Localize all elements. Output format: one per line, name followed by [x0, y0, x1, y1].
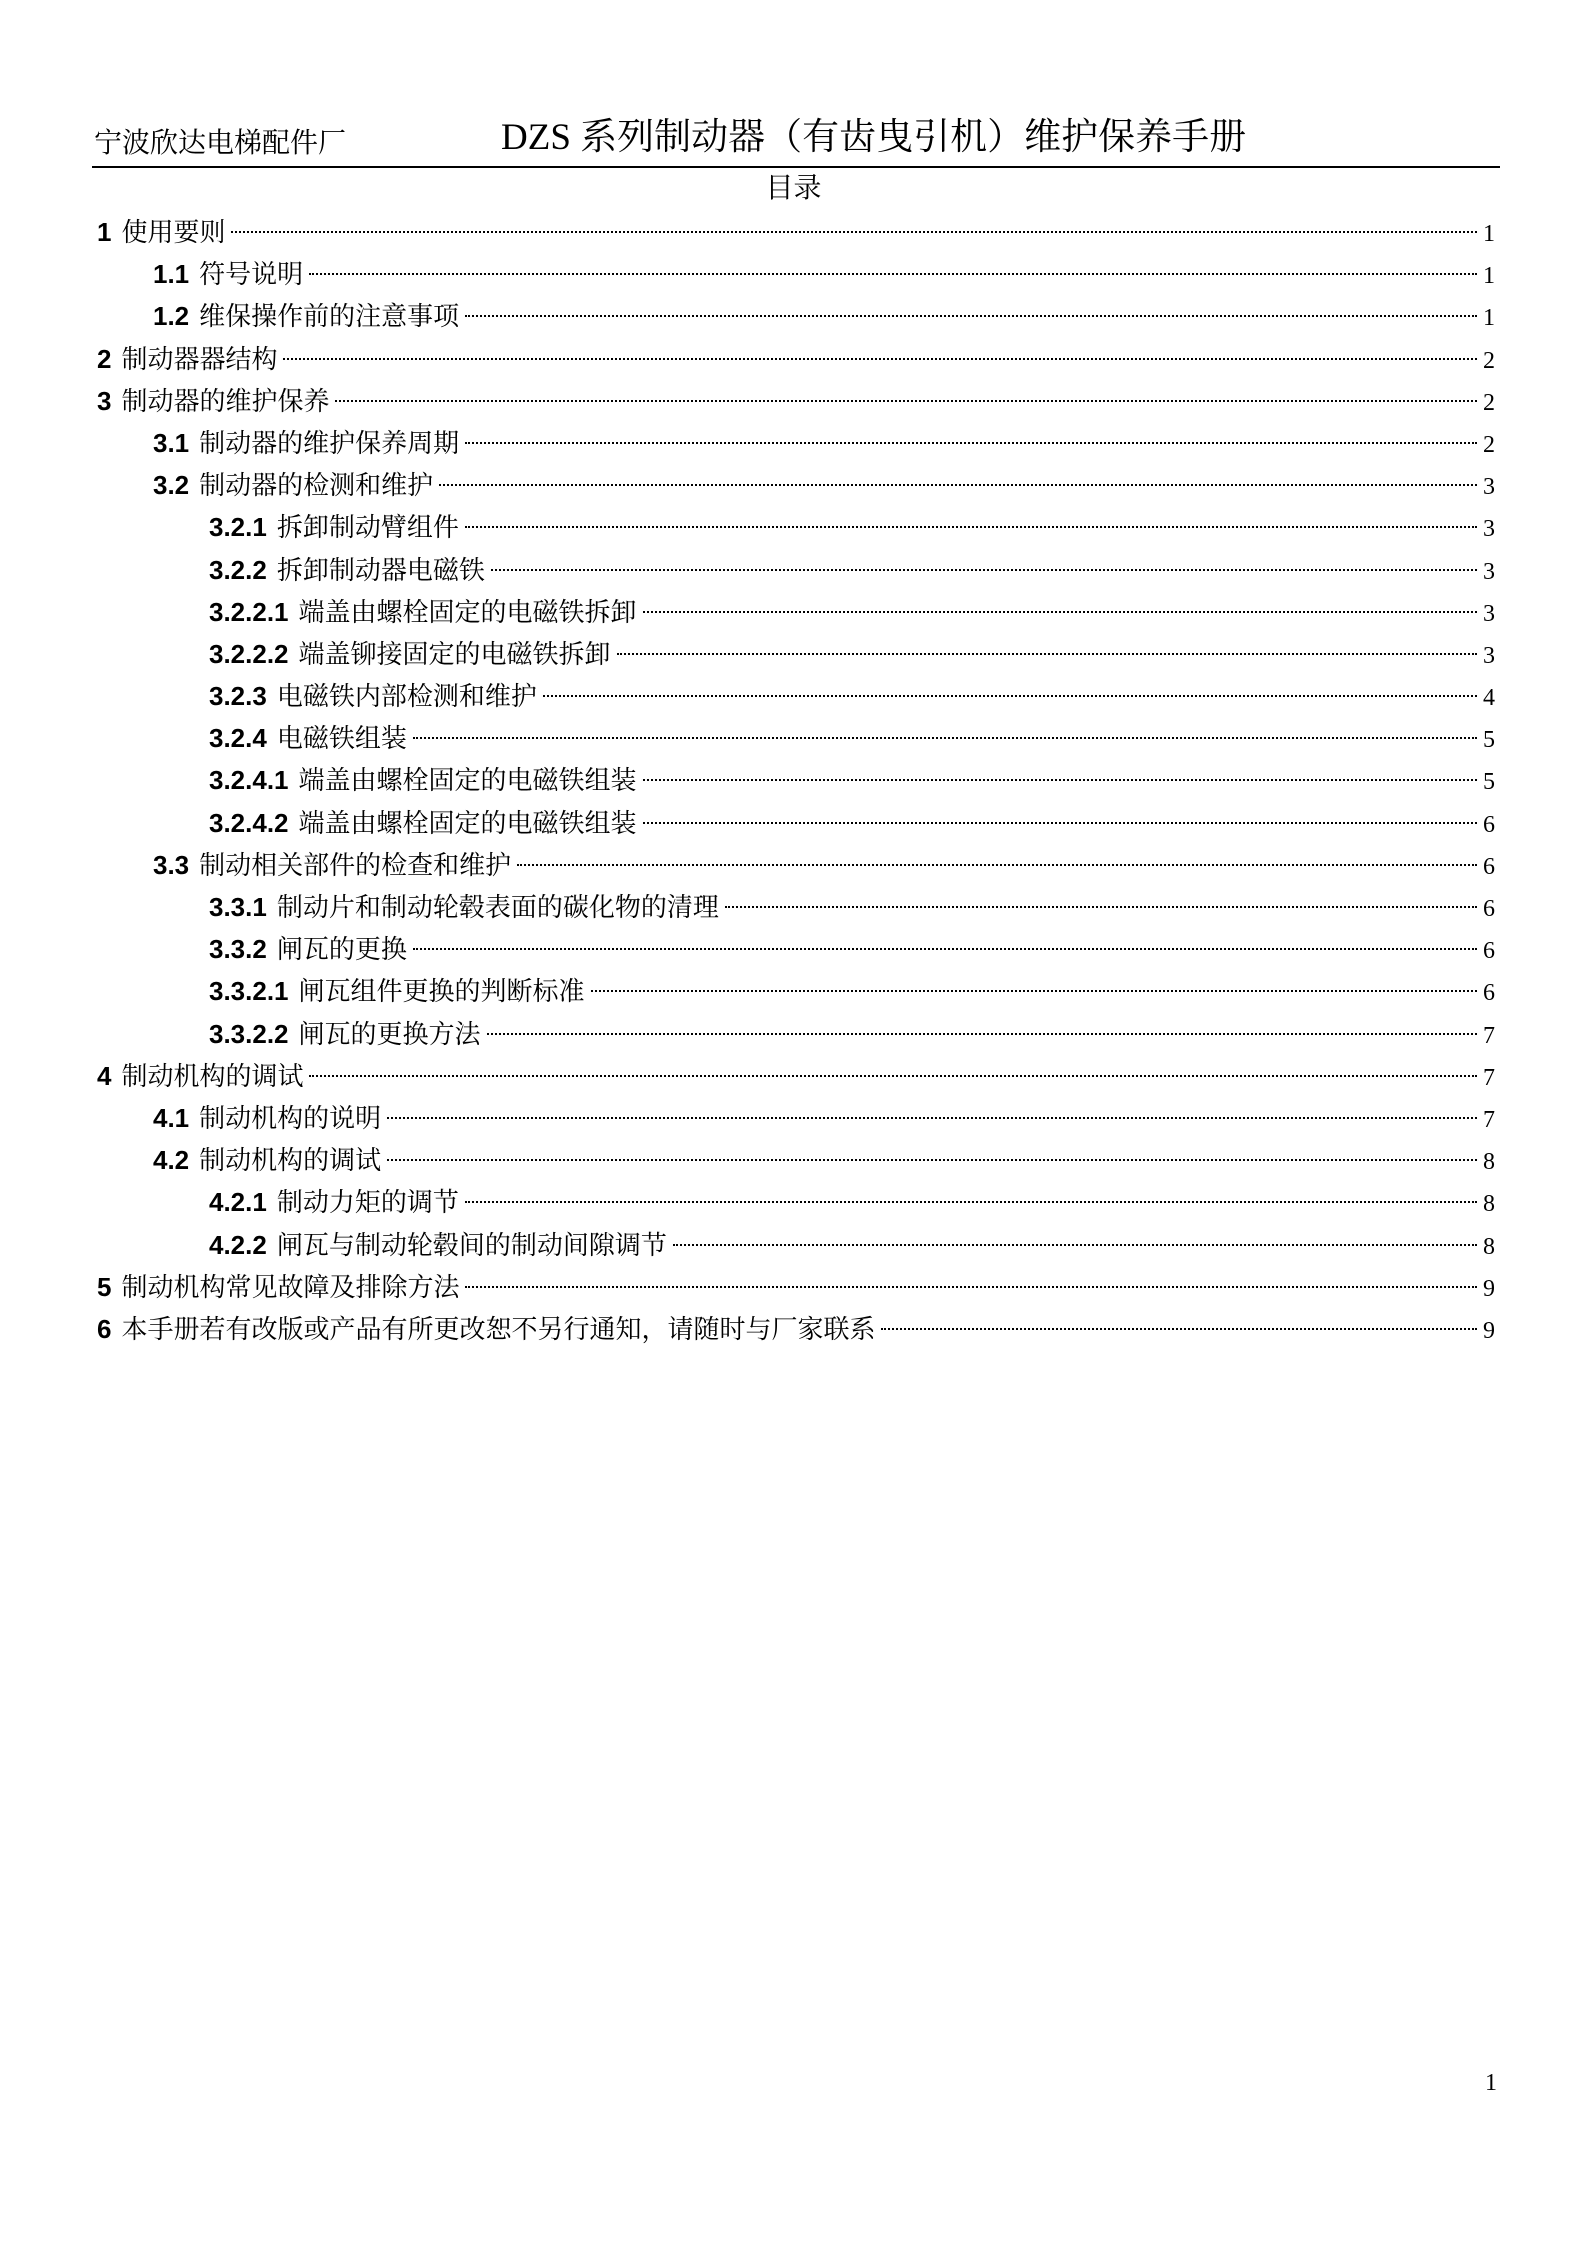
toc-entry-title: 闸瓦的更换: [276, 934, 407, 965]
toc-entry[interactable]: [97, 759, 1495, 801]
toc-entry[interactable]: [97, 970, 1495, 1012]
toc-entry-number: 6: [97, 1313, 112, 1344]
toc-entry-page: 2: [1483, 389, 1495, 416]
toc-entry-number: 5: [97, 1271, 112, 1302]
toc-entry-page: 6: [1483, 811, 1495, 838]
toc-entry-number: 3.3.2.1: [209, 976, 289, 1007]
toc-dot-leader: [881, 1328, 1477, 1330]
toc-dot-leader: [387, 1117, 1477, 1119]
toc-entry-title: 制动机构的调试: [199, 1145, 382, 1176]
toc-dot-leader: [387, 1159, 1477, 1161]
toc-entry-number: 4.1: [153, 1102, 190, 1133]
toc-entry-page: 7: [1483, 1064, 1495, 1091]
toc-entry-title: 闸瓦的更换方法: [298, 1018, 481, 1049]
toc-entry[interactable]: [97, 464, 1495, 506]
toc-dot-leader: [465, 526, 1477, 528]
company-name: 宁波欣达电梯配件厂: [94, 127, 347, 158]
toc-dot-leader: [231, 231, 1477, 233]
toc-dot-leader: [309, 273, 1477, 275]
toc-entry-page: 6: [1483, 980, 1495, 1007]
toc-entry-title: 电磁铁内部检测和维护: [276, 681, 537, 712]
toc-entry-title: 制动器的检测和维护: [199, 470, 434, 501]
toc-entry-number: 4: [97, 1060, 112, 1091]
toc-entry[interactable]: [97, 1055, 1495, 1097]
toc-entry-number: 3.2.2.1: [209, 596, 289, 627]
toc-entry-page: 7: [1483, 1106, 1495, 1133]
toc-entry-title: 本手册若有改版或产品有所更改恕不另行通知，请随时与厂家联系: [121, 1313, 876, 1344]
toc-entry[interactable]: [97, 1308, 1495, 1350]
toc-entry-page: 3: [1483, 474, 1495, 501]
toc-entry-page: 3: [1483, 600, 1495, 627]
toc-entry[interactable]: [97, 422, 1495, 464]
toc-dot-leader: [643, 822, 1477, 824]
toc-entry-page: 8: [1483, 1191, 1495, 1218]
toc-entry-page: 8: [1483, 1149, 1495, 1176]
toc-entry-number: 3.2.2.2: [209, 638, 289, 669]
toc-entry-title: 制动机构常见故障及排除方法: [121, 1271, 460, 1302]
toc-entry-title: 电磁铁组装: [276, 723, 407, 754]
toc-entry-number: 3.2: [153, 470, 190, 501]
toc-dot-leader: [491, 569, 1477, 571]
toc-entry-title: 端盖铆接固定的电磁铁拆卸: [298, 638, 611, 669]
toc-entry-title: 制动器的维护保养周期: [199, 427, 460, 458]
toc-entry-title: 端盖由螺栓固定的电磁铁组装: [298, 765, 637, 796]
toc-entry-title: 拆卸制动臂组件: [276, 512, 459, 543]
toc-entry-number: 3.2.4.2: [209, 807, 289, 838]
toc-entry-number: 3.2.3: [209, 681, 267, 712]
toc-dot-leader: [673, 1244, 1477, 1246]
toc-entry-page: 6: [1483, 896, 1495, 922]
toc-entry-title: 制动力矩的调节: [276, 1187, 459, 1218]
toc-entry-title: 制动器器结构: [121, 343, 278, 374]
toc-entry-title: 符号说明: [199, 259, 304, 290]
table-of-contents: [97, 211, 1495, 1350]
toc-entry[interactable]: [97, 886, 1495, 928]
toc-dot-leader: [413, 948, 1477, 950]
toc-dot-leader: [335, 400, 1477, 402]
toc-entry-number: 3: [97, 385, 112, 416]
toc-entry[interactable]: [97, 1013, 1495, 1055]
toc-entry-number: 1.2: [153, 301, 190, 332]
toc-entry-title: 端盖由螺栓固定的电磁铁组装: [298, 807, 637, 838]
toc-dot-leader: [725, 906, 1477, 908]
toc-entry[interactable]: [97, 844, 1495, 886]
toc-entry-page: 3: [1483, 642, 1495, 669]
toc-entry-page: 1: [1483, 263, 1495, 290]
toc-entry[interactable]: [97, 717, 1495, 759]
toc-entry[interactable]: [97, 338, 1495, 380]
document-title: DZS 系列制动器（有齿曳引机）维护保养手册: [501, 117, 1247, 158]
toc-dot-leader: [487, 1033, 1477, 1035]
toc-entry-title: 制动片和制动轮毂表面的碳化物的清理: [276, 892, 719, 922]
toc-dot-leader: [517, 864, 1477, 866]
toc-entry-title: 闸瓦与制动轮毂间的制动间隙调节: [276, 1229, 667, 1260]
toc-entry-page: 9: [1483, 1275, 1495, 1302]
toc-entry-title: 拆卸制动器电磁铁: [276, 554, 485, 585]
toc-entry[interactable]: [97, 253, 1495, 295]
toc-entry-title: 维保操作前的注意事项: [199, 301, 460, 332]
toc-entry-title: 制动机构的说明: [199, 1102, 382, 1133]
toc-entry-number: 3.3: [153, 849, 190, 880]
toc-entry-page: 2: [1483, 347, 1495, 374]
toc-entry[interactable]: [97, 1139, 1495, 1181]
toc-entry-page: 3: [1483, 516, 1495, 543]
toc-entry-number: 3.3.2.2: [209, 1018, 289, 1049]
toc-entry-page: 5: [1483, 727, 1495, 754]
toc-dot-leader: [643, 611, 1477, 613]
toc-entry[interactable]: [97, 675, 1495, 717]
toc-entry[interactable]: [97, 211, 1495, 253]
toc-dot-leader: [465, 1201, 1477, 1203]
toc-entry[interactable]: [97, 802, 1495, 844]
toc-entry-page: 6: [1483, 853, 1495, 880]
toc-entry-number: 4.2.2: [209, 1229, 267, 1260]
page-header: [92, 108, 1500, 168]
toc-entry-number: 3.2.1: [209, 512, 267, 543]
toc-entry-number: 2: [97, 343, 112, 374]
toc-entry-number: 3.3.1: [209, 892, 267, 922]
toc-entry-page: 1: [1483, 221, 1495, 247]
toc-entry-number: 3.2.4.1: [209, 765, 289, 796]
toc-entry[interactable]: [97, 928, 1495, 970]
toc-entry-page: 9: [1483, 1317, 1495, 1344]
toc-entry-number: 3.3.2: [209, 934, 267, 965]
toc-entry-page: 7: [1483, 1022, 1495, 1049]
toc-dot-leader: [309, 1075, 1477, 1077]
toc-entry-title: 使用要则: [121, 217, 226, 247]
toc-entry-number: 1.1: [153, 259, 190, 290]
toc-entry[interactable]: [97, 549, 1495, 591]
toc-entry[interactable]: [97, 633, 1495, 675]
toc-entry-title: 端盖由螺栓固定的电磁铁拆卸: [298, 596, 637, 627]
toc-entry-page: 1: [1483, 305, 1495, 332]
toc-entry[interactable]: [97, 591, 1495, 633]
toc-dot-leader: [465, 315, 1477, 317]
toc-entry-title: 制动机构的调试: [121, 1060, 304, 1091]
toc-dot-leader: [543, 695, 1477, 697]
toc-entry-number: 4.2.1: [209, 1187, 267, 1218]
toc-entry[interactable]: [97, 1181, 1495, 1223]
toc-entry[interactable]: [97, 506, 1495, 548]
toc-entry-page: 4: [1483, 685, 1495, 712]
toc-dot-leader: [439, 484, 1477, 486]
toc-entry[interactable]: [97, 1224, 1495, 1266]
toc-entry[interactable]: [97, 1097, 1495, 1139]
toc-entry-number: 3.2.2: [209, 554, 267, 585]
toc-entry[interactable]: [97, 1266, 1495, 1308]
toc-dot-leader: [465, 442, 1477, 444]
toc-entry-page: 8: [1483, 1233, 1495, 1260]
toc-entry[interactable]: [97, 295, 1495, 337]
toc-dot-leader: [617, 653, 1477, 655]
toc-entry-page: 2: [1483, 431, 1495, 458]
toc-entry-number: 3.1: [153, 427, 190, 458]
toc-entry-title: 制动器的维护保养: [121, 385, 330, 416]
toc-entry-number: 3.2.4: [209, 723, 267, 754]
toc-entry-title: 制动相关部件的检查和维护: [199, 849, 512, 880]
toc-dot-leader: [643, 779, 1477, 781]
toc-entry[interactable]: [97, 380, 1495, 422]
toc-dot-leader: [591, 990, 1477, 992]
toc-dot-leader: [413, 737, 1477, 739]
toc-entry-title: 闸瓦组件更换的判断标准: [298, 976, 585, 1007]
toc-entry-page: 3: [1483, 558, 1495, 585]
page-number: 1: [1485, 2070, 1497, 2096]
toc-entry-number: 4.2: [153, 1145, 190, 1176]
toc-entry-page: 6: [1483, 938, 1495, 965]
toc-dot-leader: [283, 358, 1477, 360]
toc-dot-leader: [465, 1286, 1477, 1288]
toc-entry-page: 5: [1483, 769, 1495, 796]
toc-entry-number: 1: [97, 217, 112, 247]
toc-heading: 目录: [765, 172, 822, 203]
